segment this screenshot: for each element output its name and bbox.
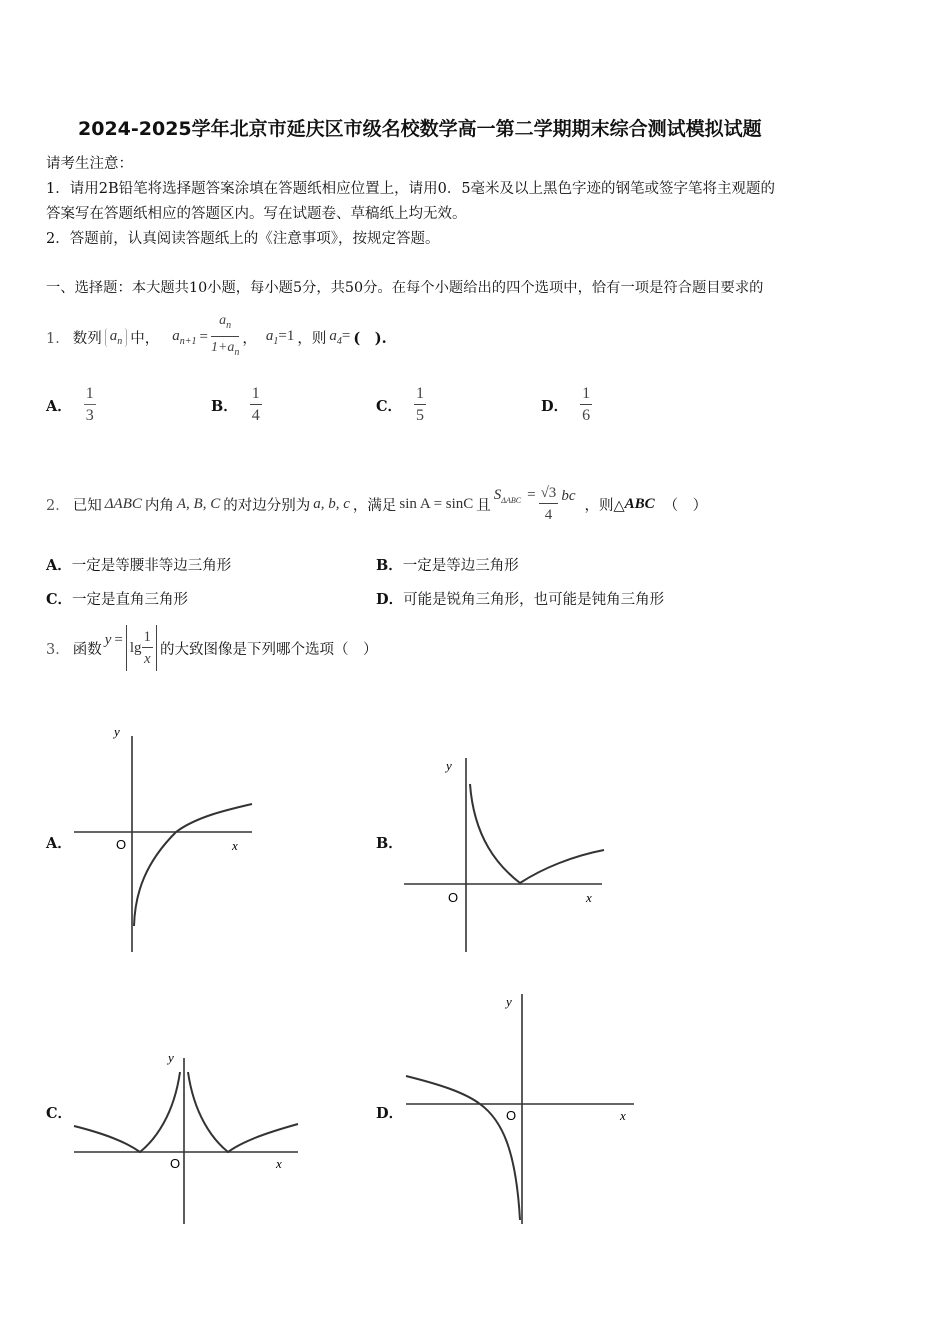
q1-sequence: $a_n$ bbox=[105, 328, 128, 347]
q1-paren: ( ). bbox=[353, 329, 387, 347]
q1-number: 1． bbox=[46, 330, 70, 347]
q3-option-d[interactable]: D． bbox=[376, 1105, 404, 1122]
q3-option-b[interactable]: B． bbox=[376, 835, 403, 852]
q2-angles: A, B, C bbox=[176, 495, 221, 512]
q2-option-b[interactable]: B．一定是等边三角形 bbox=[376, 557, 519, 574]
graph-b-curve-left bbox=[470, 784, 520, 883]
q1-option-c[interactable]: C． $\frac{1}{5}$ bbox=[376, 385, 425, 424]
q1-a4: $a_4=$ bbox=[329, 327, 351, 347]
q2-option-a[interactable]: A．一定是等腰非等边三角形 bbox=[46, 557, 232, 574]
q1-a1: $a_1=1$ bbox=[265, 327, 295, 347]
q1-text-3: ，则 bbox=[297, 330, 327, 347]
page-title: 2024-2025学年北京市延庆区市级名校数学高一第二学期期末综合测试模拟试题 bbox=[78, 118, 762, 140]
q3-text-2: 的大致图像是下列哪个选项（ ） bbox=[160, 641, 378, 658]
graph-b-x-label: x bbox=[586, 890, 592, 905]
q2-option-d[interactable]: D．可能是锐角三角形，也可能是钝角三角形 bbox=[376, 591, 665, 608]
q2-fraction: $\frac{√3}{4}$ bbox=[540, 484, 557, 523]
q2-text-1: 已知 bbox=[72, 497, 102, 514]
graph-c-curve-right bbox=[188, 1072, 298, 1152]
q1-lhs: $a_{n+1}$ bbox=[172, 327, 197, 347]
q2-paren: （ ） bbox=[663, 497, 708, 514]
graph-d-curve bbox=[406, 1076, 520, 1220]
q2-text-2: 内角 bbox=[144, 497, 174, 514]
q1-text-1: 数列 bbox=[72, 330, 102, 347]
q1-comma: ， bbox=[242, 330, 257, 347]
q2-abc: ABC bbox=[624, 495, 655, 512]
graph-b-y-label: y bbox=[446, 758, 452, 773]
q3-option-c[interactable]: C． bbox=[46, 1105, 73, 1122]
q2-area: $S_{\Delta ABC}$ = bbox=[493, 487, 536, 505]
question-2 bbox=[46, 474, 707, 534]
graph-d-origin: O bbox=[506, 1108, 517, 1123]
graph-a[interactable] bbox=[66, 712, 266, 956]
q3-y: y bbox=[104, 631, 112, 648]
graph-d[interactable] bbox=[398, 990, 638, 1226]
graph-d-x-label: x bbox=[620, 1108, 626, 1123]
q1-fraction: $\frac{a_n}{1+a_n}$ bbox=[210, 312, 240, 358]
q2-text-5: 且 bbox=[476, 497, 491, 514]
graph-a-curve bbox=[134, 804, 252, 926]
notice-line-1a: 1．请用2B铅笔将选择题答案涂填在答题纸相应位置上，请用0．5毫米及以上黑色字迹的钢笔或签字笔将主观题的 bbox=[46, 181, 776, 197]
section-heading: 一、选择题：本大题共10小题，每小题5分，共50分。在每个小题给出的四个选项中，恰有一项是符合题目要求的 bbox=[46, 280, 764, 296]
q2-text-6: ，则△ bbox=[584, 497, 625, 514]
q3-abs-expression: lg $\frac{1}{x}$ bbox=[126, 625, 157, 671]
q1-option-d[interactable]: D． $\frac{1}{6}$ bbox=[541, 385, 591, 424]
graph-c-origin: O bbox=[170, 1156, 181, 1171]
q2-option-c[interactable]: C．一定是直角三角形 bbox=[46, 591, 189, 608]
q1-eq: = bbox=[199, 328, 208, 345]
q2-triangle: ΔABC bbox=[104, 495, 142, 512]
graph-a-y-label: y bbox=[114, 724, 120, 739]
graph-b-origin: O bbox=[448, 890, 459, 905]
graph-a-x-label: x bbox=[232, 838, 238, 853]
graph-d-y-label: y bbox=[506, 994, 512, 1009]
graph-b[interactable] bbox=[398, 748, 608, 954]
graph-c-x-label: x bbox=[276, 1156, 282, 1171]
q3-eq: = bbox=[114, 631, 123, 648]
graph-a-origin: O bbox=[116, 837, 127, 852]
q2-condition: sin A = sinC bbox=[399, 495, 474, 512]
notice-line-2: 2．答题前，认真阅读答题纸上的《注意事项》，按规定答题。 bbox=[46, 231, 440, 247]
q2-number: 2． bbox=[46, 497, 70, 514]
q3-number: 3． bbox=[46, 641, 70, 658]
graph-c-y-label: y bbox=[168, 1050, 174, 1065]
q2-bc: bc bbox=[561, 487, 576, 504]
question-3 bbox=[46, 624, 378, 672]
notice-line-1b: 答案写在答题纸相应的答题区内。写在试题卷、草稿纸上均无效。 bbox=[46, 206, 467, 222]
question-1 bbox=[46, 312, 387, 362]
q2-sides: a, b, c bbox=[313, 495, 350, 512]
graph-c[interactable] bbox=[66, 1044, 302, 1226]
q3-option-a[interactable]: A． bbox=[46, 835, 72, 852]
graph-b-curve-right bbox=[520, 850, 604, 883]
q2-text-4: ，满足 bbox=[352, 497, 397, 514]
q1-text-2: 中， bbox=[130, 330, 160, 347]
q2-text-3: 的对边分别为 bbox=[223, 497, 311, 514]
notice-heading: 请考生注意： bbox=[46, 156, 133, 172]
graph-c-curve-left bbox=[74, 1072, 180, 1152]
q1-option-a[interactable]: A． $\frac{1}{3}$ bbox=[46, 385, 94, 424]
q1-option-b[interactable]: B． $\frac{1}{4}$ bbox=[211, 385, 260, 424]
q3-text-1: 函数 bbox=[72, 641, 102, 658]
